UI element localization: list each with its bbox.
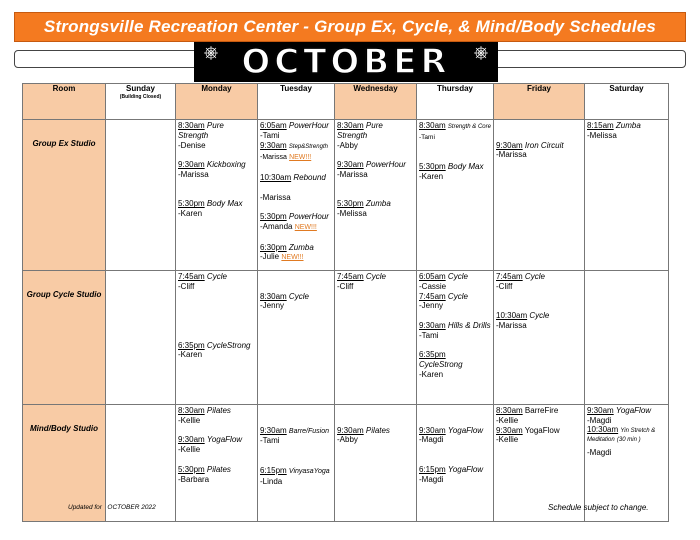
class-entry: 9:30am YogaFlow [419, 425, 484, 435]
sunday-label: Sunday [126, 84, 155, 93]
class-entry: 7:45am Cycle [496, 272, 545, 281]
updated-note: Updated for OCTOBER 2022 [68, 504, 156, 511]
class-entry: 8:30am Pilates [178, 406, 231, 415]
instructor: -Tami [260, 436, 280, 446]
tuesday-header: Tuesday [258, 84, 335, 120]
instructor: -Cassie [419, 281, 447, 291]
instructor: -Karen [419, 171, 444, 181]
class-entry: 6:35pm CycleStrong [419, 350, 463, 370]
saturday-cell [585, 271, 669, 405]
sunday-cell [106, 120, 176, 271]
instructor: -Marissa [178, 169, 209, 179]
class-entry: 8:30am Pure Strength [337, 121, 383, 140]
instructor: -Cliff [496, 281, 513, 291]
room-row-group-cycle [23, 271, 669, 405]
class-entry: 9:30am PowerHour [337, 160, 406, 170]
class-entry: 8:30am Strength & Core [419, 121, 491, 130]
tuesday-cell [258, 271, 335, 405]
room-label: Group Cycle Studio [23, 271, 106, 405]
instructor: -Tami [260, 130, 280, 140]
instructor: -Linda [260, 476, 283, 486]
instructor: -Abby [337, 140, 358, 150]
class-entry: 9:30am YogaFlow [496, 425, 560, 435]
tuesday-cell [258, 120, 335, 271]
instructor: -Denise [178, 140, 206, 150]
class-entry: 6:35pm CycleStrong [178, 340, 251, 350]
class-entry: 7:45am Cycle [337, 272, 386, 281]
instructor: -Melissa [587, 130, 617, 140]
instructor: -Amanda NEW!!! [260, 221, 317, 231]
instructor: -Karen [178, 350, 203, 360]
class-entry: 6:30pm Zumba [260, 242, 314, 252]
schedule-title-banner [14, 12, 686, 42]
instructor: -Kellie [496, 415, 519, 425]
instructor: -Marissa [496, 320, 527, 330]
friday-header: Friday [494, 84, 585, 120]
class-entry: 8:15am Zumba [587, 121, 641, 130]
class-entry: 8:30am Pure Strength [178, 121, 224, 140]
instructor: -Marissa NEW!!! [260, 154, 312, 162]
saturday-cell [585, 120, 669, 271]
saturday-header: Saturday [585, 84, 669, 120]
class-entry: 7:45am Cycle [178, 272, 227, 281]
class-entry: 9:30am YogaFlow [178, 435, 243, 445]
new-badge: NEW!!! [294, 223, 317, 231]
header-row [23, 84, 669, 120]
instructor: -Karen [419, 369, 444, 379]
thursday-cell [417, 271, 494, 405]
instructor: -Abby [337, 435, 358, 445]
room-row-group-ex [23, 120, 669, 271]
class-entry: 9:30am YogaFlow [587, 406, 652, 415]
class-entry: 5:30pm Zumba [337, 199, 391, 209]
spiderweb-icon [204, 46, 218, 60]
instructor: -Marissa [260, 192, 291, 202]
month-title: OCTOBER [241, 42, 451, 82]
sunday-closed-note: (Building Closed) [119, 94, 162, 100]
instructor: -Marissa [337, 169, 368, 179]
instructor: -Magdi [419, 435, 444, 445]
month-heading [194, 42, 498, 82]
class-entry: 9:30am Pilates [337, 425, 390, 435]
instructor: -Jenny [419, 301, 444, 311]
monday-cell [176, 405, 258, 522]
monday-cell [176, 120, 258, 271]
friday-cell [494, 271, 585, 405]
instructor: -Kellie [178, 415, 201, 425]
wednesday-cell [335, 405, 417, 522]
new-badge: NEW!!! [281, 254, 304, 262]
instructor: -Karen [178, 209, 203, 219]
class-entry: 5:30pm Pilates [178, 464, 231, 474]
thursday-cell [417, 120, 494, 271]
class-entry: 9:30am Iron Circuit [496, 140, 564, 150]
instructor: -Barbara [178, 474, 210, 484]
new-badge: NEW!!! [289, 154, 312, 162]
spiderweb-icon [474, 46, 488, 60]
monday-header: Monday [176, 84, 258, 120]
room-header: Room [23, 84, 106, 120]
thursday-cell [417, 405, 494, 522]
class-entry: 6:05am PowerHour [260, 121, 329, 130]
instructor: -Jenny [260, 301, 285, 311]
sunday-cell [106, 271, 176, 405]
thursday-header: Thursday [417, 84, 494, 120]
wednesday-header: Wednesday [335, 84, 417, 120]
class-entry: 5:30pm Body Max [178, 199, 243, 209]
class-entry: 6:05am Cycle [419, 272, 468, 281]
schedule-table [22, 83, 669, 522]
schedule-disclaimer: Schedule subject to change. [548, 503, 649, 512]
instructor: -Tami [419, 330, 439, 340]
instructor: -Tami [419, 133, 435, 141]
instructor: -Kellie [178, 445, 201, 455]
wednesday-cell [335, 271, 417, 405]
sunday-header [106, 84, 176, 120]
class-entry: 6:15pm YogaFlow [419, 464, 484, 474]
instructor: -Magdi [587, 447, 612, 457]
tuesday-cell [258, 405, 335, 522]
room-label: Mind/Body Studio [23, 405, 106, 522]
friday-cell [494, 120, 585, 271]
class-entry: 7:45am Cycle [419, 291, 468, 301]
class-entry: 9:30am Kickboxing [178, 160, 246, 170]
class-entry: 8:30am Cycle [260, 291, 309, 301]
class-entry: 5:30pm PowerHour [260, 212, 329, 222]
instructor: -Julie NEW!!! [260, 252, 304, 262]
instructor: -Cliff [178, 281, 195, 291]
class-entry: 10:30am Yin Stretch & Meditation (30 min ) [587, 424, 656, 443]
class-entry: 9:30am Hills & Drills [419, 320, 491, 330]
instructor: -Magdi [587, 415, 612, 425]
class-entry: 10:30am Cycle [496, 311, 550, 321]
instructor: -Magdi [419, 474, 444, 484]
wednesday-cell [335, 120, 417, 271]
room-label: Group Ex Studio [23, 120, 106, 271]
class-entry: 10:30am Rebound [260, 172, 326, 182]
instructor: -Melissa [337, 209, 367, 219]
monday-cell [176, 271, 258, 405]
schedule-title: Strongsville Recreation Center - Group Ex, Cycle, & Mind/Body Schedules [43, 17, 657, 36]
class-entry: 9:30am Barre/Fusion [260, 425, 329, 435]
class-entry: 8:30am BarreFire [496, 406, 559, 415]
class-entry: 5:30pm Body Max [419, 162, 484, 172]
class-entry: 9:30am Step&Strength [260, 140, 328, 150]
instructor: -Marissa [496, 150, 527, 160]
instructor: -Cliff [337, 281, 354, 291]
class-entry: 6:15pm VinyasaYoga [260, 465, 330, 475]
instructor: -Kellie [496, 435, 519, 445]
